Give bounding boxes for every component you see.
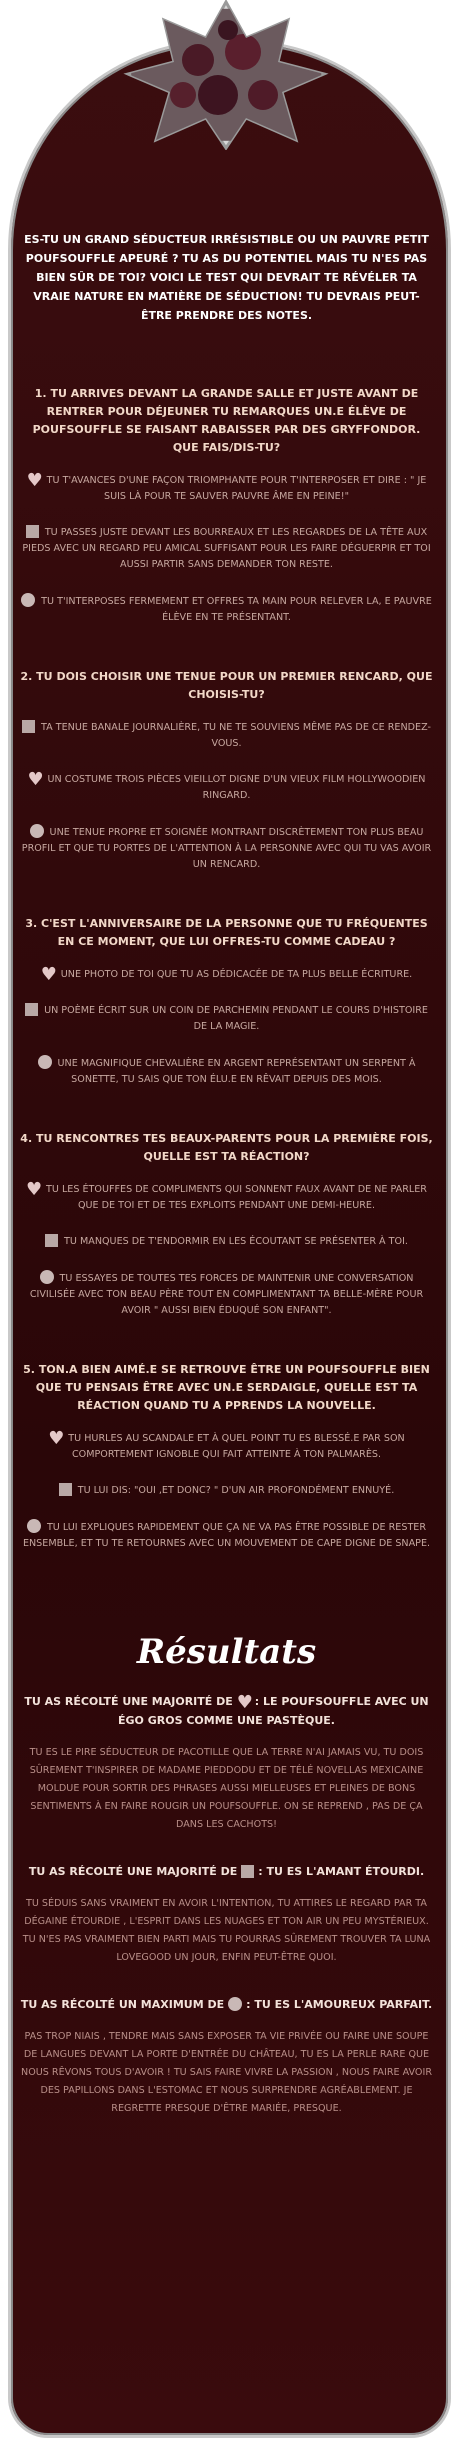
- answer-text: TU T'AVANCES D'UNE FAÇON TRIOMPHANTE POUR T'INTERPOSER ET DIRE : " JE SUIS LÀ POUR TE SAUVER PAUVRE ÂME EN PEINE!": [46, 475, 427, 502]
- square-icon: [59, 1483, 72, 1496]
- answer-option[interactable]: [18, 1483, 435, 1499]
- quiz-content: [18, 230, 435, 2146]
- square-icon: [22, 720, 35, 733]
- question-text: 2. TU DOIS CHOISIR UNE TENUE POUR UN PREMIER RENCARD, QUE CHOISIS-TU?: [20, 670, 433, 701]
- heart-icon: ♥: [40, 964, 57, 985]
- answer-text: TU LUI DIS: "OUI ,ET DONC? " D'UN AIR PROFONDÉMENT ENNUYÉ.: [77, 1485, 395, 1496]
- circle-icon: [21, 593, 35, 607]
- question-block: [18, 1130, 435, 1319]
- circle-icon: [228, 1997, 242, 2011]
- answer-option[interactable]: [18, 1519, 435, 1552]
- result-description: TU ES LE PIRE SÉDUCTEUR DE PACOTILLE QUE LA TERRE N'AI JAMAIS VU, TU DOIS SÛREMENT T'INSPIRER DE MADAME PIEDDODU ET DE TÉLÉ NOVELLAS MEXICAINE MOLDUE POUR SORTIR DES PHRASES AUSSI MIELLEUSES ET PLEINES DE BONS SENTIMENTS À EN FAIRE ROUGIR UN POUFSOUFFLE. ON SE REPREND , PAS DE ÇA DANS LES CACHOTS!: [29, 1747, 424, 1830]
- answer-text: TU MANQUES DE T'ENDORMIR EN LES ÉCOUTANT SE PRÉSENTER À TOI.: [64, 1236, 408, 1247]
- square-icon: [25, 1003, 38, 1016]
- result-heading: [18, 1692, 435, 1730]
- heart-icon: ♥: [48, 1428, 65, 1449]
- results-title: Résultats: [136, 1632, 317, 1672]
- answer-option[interactable]: [18, 1234, 435, 1250]
- answer-option[interactable]: [18, 525, 435, 573]
- answer-option[interactable]: [18, 720, 435, 752]
- quiz-intro: ES-TU UN GRAND SÉDUCTEUR IRRÉSISTIBLE OU UN PAUVRE PETIT POUFSOUFFLE APEURÉ ? TU AS DU POTENTIEL MAIS TU N'ES PAS BIEN SÛR DE TOI? VOICI LE TEST QUI DEVRAIT TE RÉVÉLER TA VRAIE NATURE EN MATIÈRE DE SÉDUCTION! TU DEVRAIS PEUT-ÊTRE PRENDRE DES NOTES.: [24, 233, 429, 322]
- answer-option[interactable]: [18, 593, 435, 626]
- answer-option[interactable]: [18, 769, 435, 804]
- result-suffix: : TU ES L'AMOUREUX PARFAIT.: [246, 1998, 433, 2011]
- question-block: [18, 915, 435, 1088]
- answer-text: TU LUI EXPLIQUES RAPIDEMENT QUE ÇA NE VA PAS ÊTRE POSSIBLE DE RESTER ENSEMBLE, ET TU TE RETOURNES AVEC UN MOUVEMENT DE CAPE DIGNE DE SNAPE.: [22, 1522, 431, 1549]
- answer-option[interactable]: [18, 1179, 435, 1214]
- answer-text: TU T'INTERPOSES FERMEMENT ET OFFRES TA MAIN POUR RELEVER LA, E PAUVRE ÉLÈVE EN TE PRÉSENTANT.: [41, 596, 432, 623]
- question-block: [18, 385, 435, 626]
- result-prefix: TU AS RÉCOLTÉ UN MAXIMUM DE: [20, 1998, 225, 2011]
- square-icon: [45, 1234, 58, 1247]
- heart-icon: ♥: [26, 1179, 43, 1200]
- result-prefix: TU AS RÉCOLTÉ UNE MAJORITÉ DE: [24, 1695, 233, 1708]
- answer-text: UN COSTUME TROIS PIÈCES VIEILLOT DIGNE D'UN VIEUX FILM HOLLYWOODIEN RINGARD.: [47, 774, 426, 801]
- answer-option[interactable]: [18, 470, 435, 505]
- answer-text: TU PASSES JUSTE DEVANT LES BOURREAUX ET LES REGARDES DE LA TÊTE AUX PIEDS AVEC UN REGARD PEU AMICAL SUFFISANT POUR LES FAIRE DÉGUERPIR ET TOI AUSSI PARTIR SANS DEMANDER TON RESTE.: [22, 527, 431, 570]
- question-list: [18, 385, 435, 1552]
- question-text: 4. TU RENCONTRES TES BEAUX-PARENTS POUR LA PREMIÈRE FOIS, QUELLE EST TA RÉACTION?: [20, 1132, 433, 1163]
- result-description: TU SÉDUIS SANS VRAIMENT EN AVOIR L'INTENTION, TU ATTIRES LE REGARD PAR TA DÉGAINE ÉTOURDIE , L'ESPRIT DANS LES NUAGES ET TON AIR UN PEU MYSTÉRIEUX. TU N'ES PAS VRAIMENT BIEN PARTI MAIS TU POURRAS SÛREMENT TROUVER TA LUNA LOVEGOOD UN JOUR, ENFIN PEUT-ÊTRE QUOI.: [22, 1898, 431, 1963]
- question-text: 3. C'EST L'ANNIVERSAIRE DE LA PERSONNE QUE TU FRÉQUENTES EN CE MOMENT, QUE LUI OFFRES-TU COMME CADEAU ?: [25, 917, 428, 948]
- circle-icon: [27, 1519, 41, 1533]
- heart-icon: ♥: [236, 1692, 253, 1713]
- answer-option[interactable]: [18, 824, 435, 873]
- results-list: [18, 1692, 435, 2118]
- answer-option[interactable]: [18, 964, 435, 985]
- question-text: 1. TU ARRIVES DEVANT LA GRANDE SALLE ET JUSTE AVANT DE RENTRER POUR DÉJEUNER TU REMARQUES UN.E ÉLÈVE DE POUFSOUFFLE SE FAISANT RABAISSER PAR DES GRYFFONDOR. QUE FAIS/DIS-TU?: [32, 387, 421, 454]
- answer-option[interactable]: [18, 1428, 435, 1463]
- result-suffix: : TU ES L'AMANT ÉTOURDI.: [258, 1865, 425, 1878]
- result-prefix: TU AS RÉCOLTÉ UNE MAJORITÉ DE: [28, 1865, 238, 1878]
- result-suffix: : LE POUFSOUFFLE AVEC UN ÉGO GROS COMME UNE PASTÈQUE.: [118, 1695, 429, 1727]
- circle-icon: [30, 824, 44, 838]
- answer-text: TU LES ÉTOUFFES DE COMPLIMENTS QUI SONNENT FAUX AVANT DE NE PARLER QUE DE TOI ET DE TES EXPLOITS PENDANT UNE DEMI-HEURE.: [46, 1184, 427, 1211]
- answer-option[interactable]: [18, 1003, 435, 1035]
- circle-icon: [38, 1055, 52, 1069]
- rose-star-emblem: [118, 0, 334, 150]
- answer-option[interactable]: [18, 1270, 435, 1319]
- result-heading: [18, 1862, 435, 1881]
- square-icon: [241, 1865, 254, 1878]
- answer-text: TU ESSAYES DE TOUTES TES FORCES DE MAINTENIR UNE CONVERSATION CIVILISÉE AVEC TON BEAU PÈRE TOUT EN COMPLIMENTANT TA BELLE-MÈRE POUR AVOIR " AUSSI BIEN ÉDUQUÉ SON ENFANT".: [29, 1273, 424, 1316]
- heart-icon: ♥: [27, 769, 44, 790]
- question-block: [18, 1361, 435, 1552]
- answer-text: UNE TENUE PROPRE ET SOIGNÉE MONTRANT DISCRÈTEMENT TON PLUS BEAU PROFIL ET QUE TU PORTES DE L'ATTENTION À LA PERSONNE AVEC QUI TU VAS AVOIR UN RENCARD.: [21, 827, 432, 870]
- answer-text: UN POÈME ÉCRIT SUR UN COIN DE PARCHEMIN PENDANT LE COURS D'HISTOIRE DE LA MAGIE.: [44, 1005, 428, 1032]
- square-icon: [26, 525, 39, 538]
- question-block: [18, 668, 435, 873]
- circle-icon: [40, 1270, 54, 1284]
- result-description: PAS TROP NIAIS , TENDRE MAIS SANS EXPOSER TA VIE PRIVÉE OU FAIRE UNE SOUPE DE LANGUES DEVANT LA PORTE D'ENTRÉE DU CHÂTEAU, TU ES LA PERLE RARE QUE NOUS RÊVONS TOUS D'AVOIR ! TU SAIS FAIRE VIVRE LA PASSION , NOUS FAIRE AVOIR DES PAPILLONS DANS L'ESTOMAC ET NOUS SURPRENDRE AGRÉABLEMENT. JE REGRETTE PRESQUE D'ÊTRE MARIÉE, PRESQUE.: [21, 2031, 432, 2114]
- answer-text: UNE MAGNIFIQUE CHEVALIÈRE EN ARGENT REPRÉSENTANT UN SERPENT À SONETTE, TU SAIS QUE TON ÉLU.E EN RÊVAIT DEPUIS DES MOIS.: [57, 1058, 416, 1085]
- answer-option[interactable]: [18, 1055, 435, 1088]
- answer-text: UNE PHOTO DE TOI QUE TU AS DÉDICACÉE DE TA PLUS BELLE ÉCRITURE.: [60, 969, 413, 980]
- answer-text: TA TENUE BANALE JOURNALIÈRE, TU NE TE SOUVIENS MÊME PAS DE CE RENDEZ-VOUS.: [41, 722, 431, 749]
- question-text: 5. TON.A BIEN AIMÉ.E SE RETROUVE ÊTRE UN POUFSOUFFLE BIEN QUE TU PENSAIS ÊTRE AVEC UN.E SERDAIGLE, QUELLE EST TA RÉACTION QUAND TU A PPRENDS LA NOUVELLE.: [23, 1363, 430, 1412]
- answer-text: TU HURLES AU SCANDALE ET À QUEL POINT TU ES BLESSÉ.E PAR SON COMPORTEMENT IGNOBLE QUI FAIT ATTEINTE À TON PALMARÈS.: [68, 1433, 405, 1460]
- result-heading: [18, 1995, 435, 2014]
- heart-icon: ♥: [26, 470, 43, 491]
